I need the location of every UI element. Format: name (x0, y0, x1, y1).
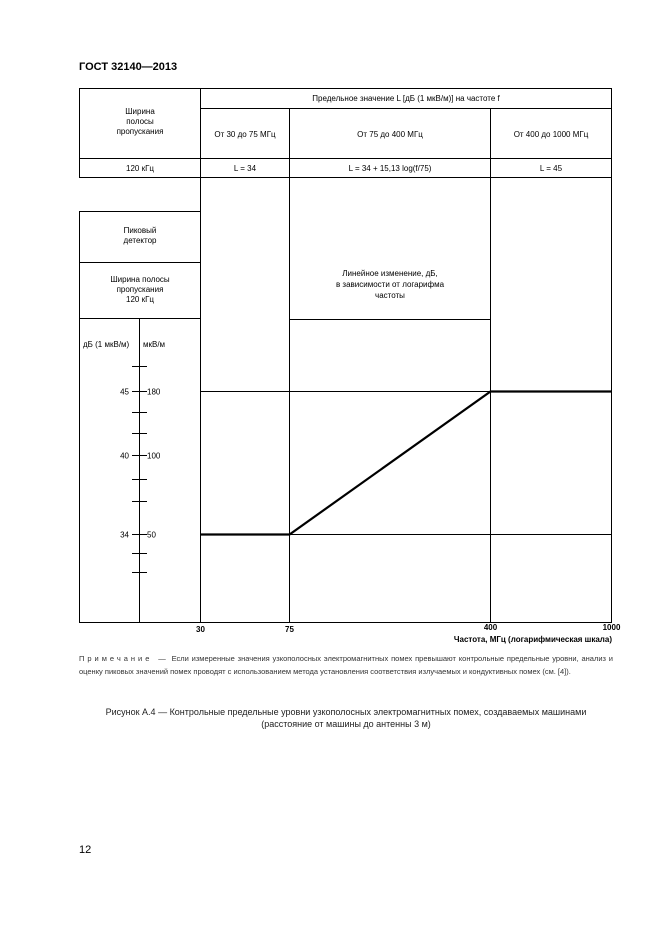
limit-series (201, 392, 612, 535)
y-tick-label-uv-180: 180 (147, 387, 161, 397)
limit-series-line-1 (201, 392, 612, 535)
column-label-2: От 75 до 400 МГц (357, 130, 423, 139)
side-bandwidth-line-3: 120 кГц (126, 295, 154, 304)
y-tick-label-uv-50: 50 (147, 530, 156, 540)
page-number: 12 (79, 844, 92, 856)
row-label-line-3: пропускания (116, 127, 164, 136)
y-tick-label-db-45: 45 (120, 387, 129, 397)
figure-caption (60, 706, 632, 730)
x-axis-ticks (196, 623, 621, 634)
y-axis-ticks (120, 388, 161, 540)
column-label-1: От 30 до 75 МГц (214, 130, 276, 139)
figure-note (79, 652, 613, 678)
side-bandwidth-line-2: пропускания (116, 285, 164, 294)
detector-line-2: детектор (123, 236, 157, 245)
x-tick-label-30: 30 (196, 625, 205, 634)
document-header: ГОСТ 32140—2013 (79, 61, 178, 73)
y-tick-label-uv-100: 100 (147, 451, 161, 461)
side-bandwidth-line-1: Ширина полосы (110, 275, 170, 284)
x-tick-label-1000: 1000 (602, 623, 621, 632)
caption-line-1: Рисунок А.4 — Контрольные предельные уровни узкополосных электромагнитных помех, создаваемых машинами (105, 707, 587, 717)
detector-line-1: Пиковый (123, 226, 157, 235)
note-text: Если измеренные значения узкополосных электромагнитных помех превышают контрольные предельные уровни, анализ и оценку пиковых значений помех проводят с использованием метода установления соответствия излучаемых и кондуктивных помех (см. [4]). (79, 654, 613, 676)
y-tick-label-db-34: 34 (120, 530, 129, 540)
formula-3: L = 45 (539, 164, 563, 173)
annotation-line-1: Линейное изменение, дБ, (342, 269, 438, 278)
limit-gridlines (200, 392, 612, 535)
bandwidth-value: 120 кГц (126, 164, 154, 173)
unit-uv-label: мкВ/м (143, 340, 166, 349)
formula-2: L = 34 + 15,13 log(f/75) (348, 164, 432, 173)
column-label-3: От 400 до 1000 МГц (513, 130, 589, 139)
unit-db-label: дБ (1 мкВ/м) (83, 340, 130, 349)
row-label-line-1: Ширина (125, 107, 155, 116)
limits-header: Предельное значение L [дБ (1 мкВ/м)] на частоте f (312, 94, 500, 103)
annotation-line-3: частоты (375, 291, 405, 300)
caption-line-2: (расстояние от машины до антенны 3 м) (261, 719, 431, 729)
annotation-line-2: в зависимости от логарифма (335, 280, 445, 289)
x-tick-label-400: 400 (483, 623, 498, 632)
plot-frame (79, 178, 612, 623)
row-label-line-2: полосы (126, 117, 154, 126)
y-tick-label-db-40: 40 (120, 451, 129, 461)
note-lead: Примечание — (79, 654, 169, 663)
side-panel (80, 212, 201, 623)
x-axis-label: Частота, МГц (логарифмическая шкала) (453, 635, 612, 644)
x-tick-label-75: 75 (285, 625, 294, 634)
formula-1: L = 34 (233, 164, 257, 173)
